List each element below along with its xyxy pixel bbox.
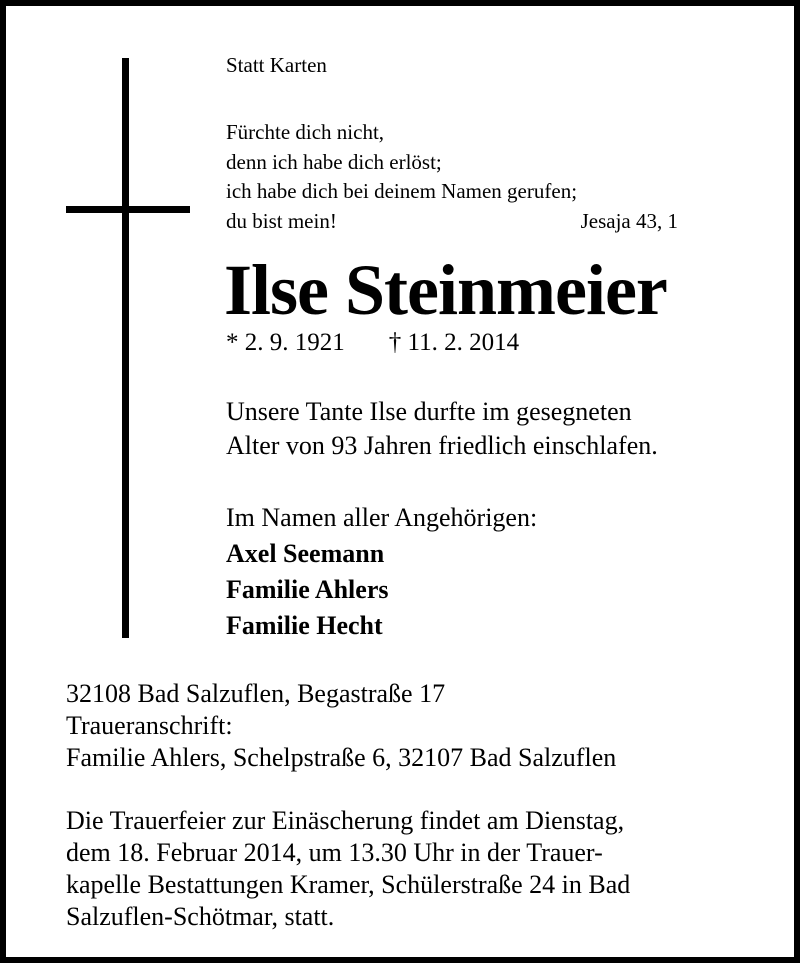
verse-line-text: du bist mein! <box>226 208 337 233</box>
life-dates <box>226 328 519 358</box>
verse-line <box>226 148 678 178</box>
ceremony-line: Die Trauerfeier zur Einäscherung findet am Dienstag, <box>66 806 625 835</box>
address-line: 32108 Bad Salzuflen, Begastraße 17 <box>66 679 446 708</box>
address-line: Familie Ahlers, Schelpstraße 6, 32107 Bad Salzuflen <box>66 743 617 772</box>
ceremony-line: Salzuflen-Schötmar, statt. <box>66 902 335 931</box>
death-date: † 11. 2. 2014 <box>388 329 520 356</box>
verse-line-text: denn ich habe dich erlöst; <box>226 149 442 174</box>
mourner-name: Familie Ahlers <box>226 575 389 604</box>
verse-line-text: Fürchte dich nicht, <box>226 120 385 144</box>
verse-line <box>226 177 678 207</box>
ceremony-line: kapelle Bestattungen Kramer, Schülerstraße 24 in Bad <box>66 870 631 899</box>
announcement-line: Alter von 93 Jahren friedlich einschlafen. <box>226 431 658 460</box>
verse-reference: Jesaja 43, 1 <box>580 208 678 233</box>
announcement-line: Unsere Tante Ilse durfte im gesegneten <box>226 397 632 426</box>
deceased-name: Ilse Steinmeier <box>224 250 667 330</box>
mourner-name: Familie Hecht <box>226 611 383 640</box>
birth-date: * 2. 9. 1921 <box>226 329 345 356</box>
cross-symbol-horizontal <box>66 206 190 213</box>
cross-symbol-vertical <box>122 58 129 638</box>
verse-line <box>226 207 678 237</box>
verse-line <box>226 118 678 148</box>
address-line: Traueranschrift: <box>66 711 233 740</box>
bible-verse <box>226 118 678 236</box>
ceremony-line: dem 18. Februar 2014, um 13.30 Uhr in der Trauer- <box>66 838 603 867</box>
verse-line-text: ich habe dich bei deinem Namen gerufen; <box>226 179 578 203</box>
mourners-intro: Im Namen aller Angehörigen: <box>226 503 538 532</box>
header-text: Statt Karten <box>226 53 327 77</box>
mourner-name: Axel Seemann <box>226 539 385 568</box>
